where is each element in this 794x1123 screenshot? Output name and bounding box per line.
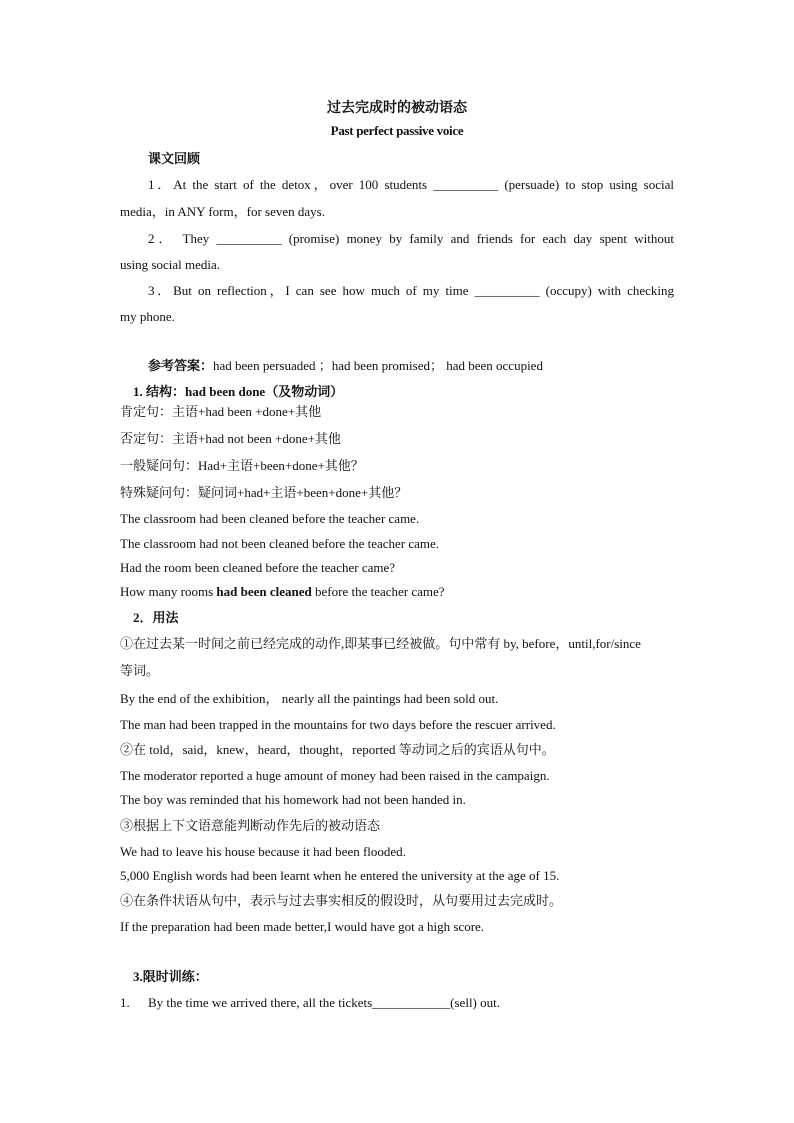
answer-label: 参考答案： [148, 358, 214, 373]
example-4-suffix: before the teacher came? [311, 584, 445, 599]
review-question-3-line-1: 3．But on reflection，I can see how much of my time __________ (occupy) with checking [148, 283, 674, 298]
review-question-2-line-2: using social media. [120, 257, 221, 272]
usage-2-example-1: The moderator reported a huge amount of money had been raised in the campaign. [120, 768, 550, 783]
page-title: 过去完成时的被动语态 [327, 101, 467, 116]
review-question-1-line-2: media，in ANY form，for seven days. [120, 204, 325, 219]
practice-heading: 3.限时训练： [133, 969, 208, 984]
structure-example-4 [120, 584, 445, 600]
usage-3: ③根据上下文语意能判断动作先后的被动语态 [120, 818, 381, 833]
answer-text: had been persuaded ；had been promised； had been occupied [213, 358, 543, 373]
usage-4: ④在条件状语从句中，表示与过去事实相反的假设时，从句要用过去完成时。 [120, 893, 563, 908]
structure-example-2: The classroom had not been cleaned before the teacher came. [120, 536, 440, 551]
example-4-bold: had been cleaned [216, 584, 312, 599]
structure-heading: 1. 结构：had been done（及物动词） [133, 384, 344, 399]
structure-negative: 否定句：主语+had not been +done+其他 [120, 431, 341, 446]
usage-1-example-1: By the end of the exhibition， nearly all the paintings had been sold out. [120, 691, 499, 706]
usage-1-line-2: 等词。 [120, 663, 160, 678]
structure-general-question: 一般疑问句：Had+主语+been+done+其他？ [120, 458, 364, 473]
review-question-1-line-1: 1．At the start of the detox，over 100 students __________ (persuade) to stop using social [148, 177, 674, 192]
answer-line [148, 358, 543, 374]
usage-4-example-1: If the preparation had been made better,I would have got a high score. [120, 919, 485, 934]
usage-1-line-1: ①在过去某一时间之前已经完成的动作,即某事已经被做。句中常有 by, before，until,for/since [120, 636, 641, 651]
structure-example-1: The classroom had been cleaned before the teacher came. [120, 511, 420, 526]
review-question-2-line-1: 2． They __________ (promise) money by family and friends for each day spent without [148, 231, 674, 246]
page-subtitle: Past perfect passive voice [330, 123, 464, 138]
structure-special-question: 特殊疑问句：疑问词+had+主语+been+done+其他？ [120, 485, 408, 500]
practice-item-1-text: By the time we arrived there, all the tickets____________(sell) out. [148, 995, 500, 1010]
usage-heading: 2．用法 [133, 610, 179, 625]
usage-3-example-2: 5,000 English words had been learnt when he entered the university at the age of 15. [120, 868, 560, 883]
structure-example-3: Had the room been cleaned before the teacher came? [120, 560, 396, 575]
structure-affirmative: 肯定句：主语+had been +done+其他 [120, 404, 322, 419]
usage-3-example-1: We had to leave his house because it had been flooded. [120, 844, 406, 859]
usage-2: ②在 told，said，knew，heard，thought，reported 等动词之后的宾语从句中。 [120, 742, 555, 757]
review-heading: 课文回顾 [148, 151, 201, 166]
usage-1-example-2: The man had been trapped in the mountains for two days before the rescuer arrived. [120, 717, 556, 732]
review-question-3-line-2: my phone. [120, 309, 175, 324]
usage-2-example-2: The boy was reminded that his homework had not been handed in. [120, 792, 466, 807]
practice-item-1-number: 1. [120, 995, 130, 1010]
example-4-prefix: How many rooms [120, 584, 217, 599]
